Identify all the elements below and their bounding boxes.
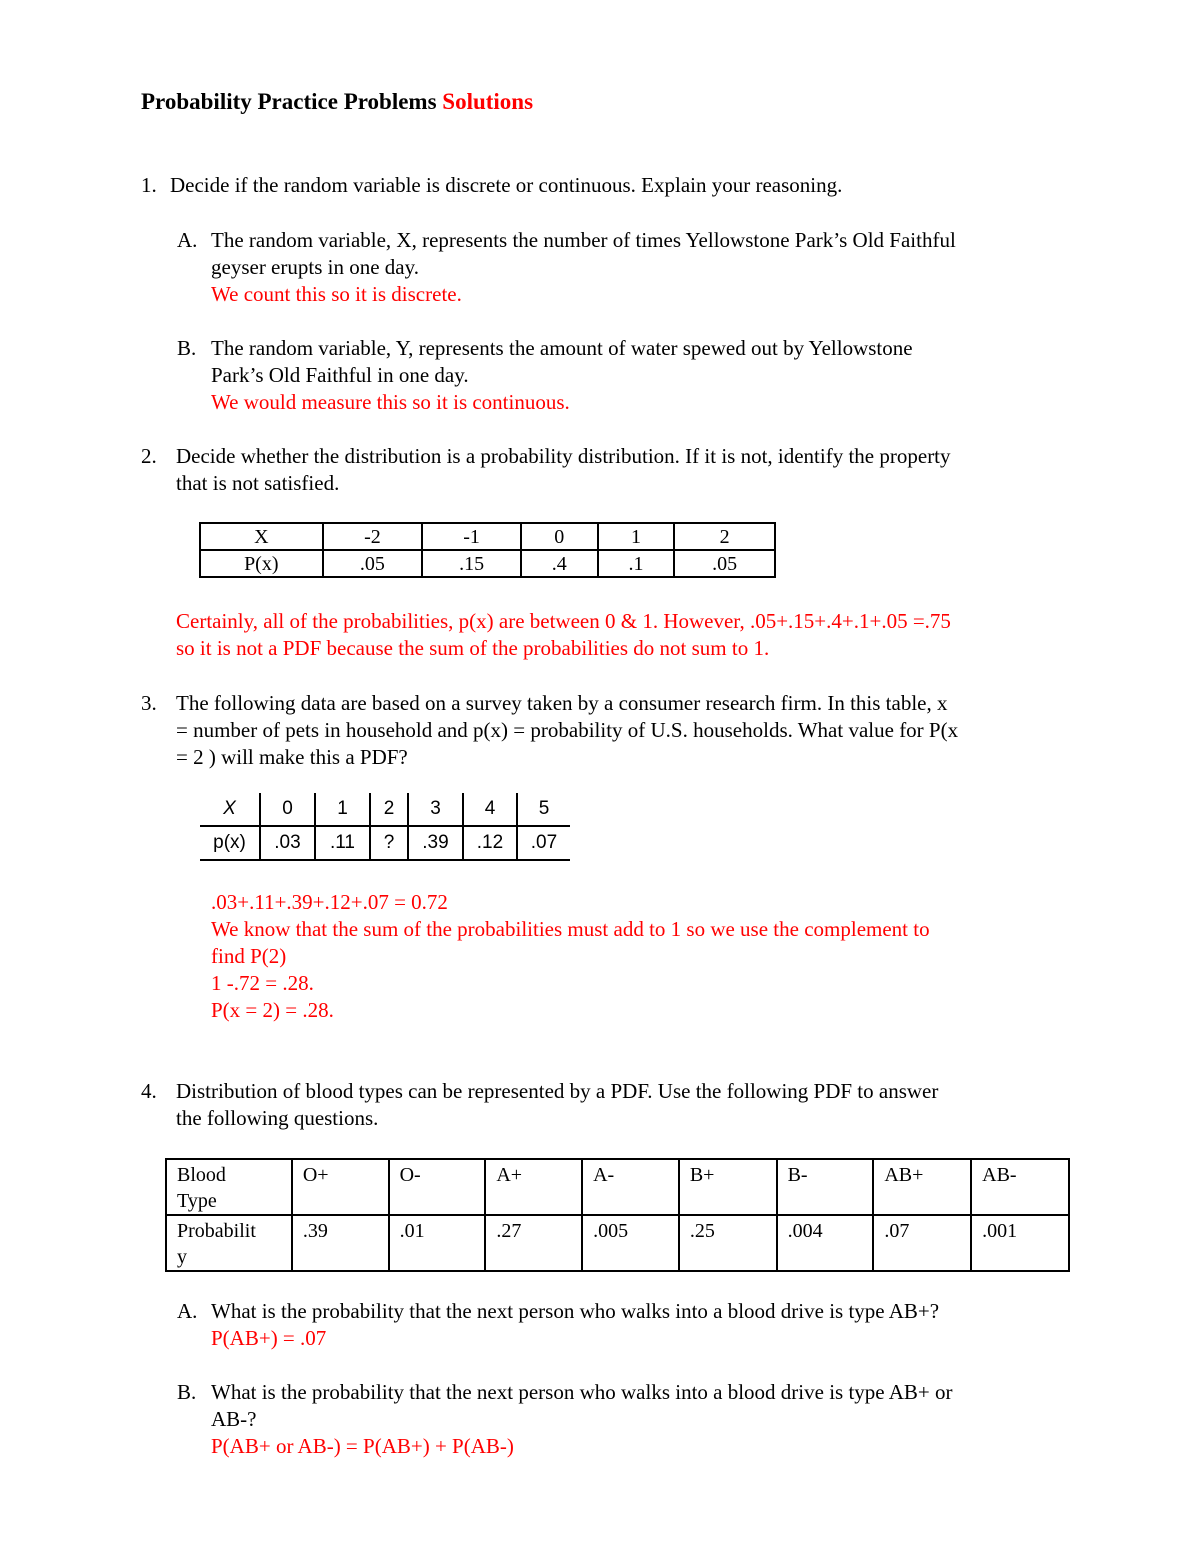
table-cell: P(x)	[200, 550, 323, 577]
q3-answer-line3: find P(2)	[211, 944, 287, 968]
table-row	[200, 550, 775, 577]
q3-answer-line5: P(x = 2) = .28.	[211, 998, 334, 1022]
q4-number: 4.	[141, 1079, 157, 1103]
q2-number: 2.	[141, 444, 157, 468]
q4a-text: What is the probability that the next person who walks into a blood drive is type AB+?	[211, 1299, 940, 1323]
table-header-row	[200, 793, 570, 826]
table-header-row	[200, 523, 775, 550]
q1a-line2: geyser erupts in one day.	[211, 255, 419, 279]
q1-number: 1.	[141, 173, 157, 197]
table-cell: -2	[323, 523, 423, 550]
table-cell: 1	[315, 793, 370, 826]
table-cell: A-	[582, 1159, 679, 1215]
table-cell: .005	[582, 1215, 679, 1271]
q3-line3: = 2 ) will make this a PDF?	[176, 745, 408, 769]
q3-number: 3.	[141, 691, 157, 715]
table-row	[166, 1215, 1069, 1271]
q3-answer-line2: We know that the sum of the probabilities must add to 1 so we use the complement to	[211, 917, 930, 941]
page-title	[141, 88, 533, 115]
title-solutions: Solutions	[442, 89, 534, 114]
cell-text: Type	[177, 1190, 217, 1212]
table-cell: A+	[485, 1159, 582, 1215]
table-cell: 2	[370, 793, 408, 826]
q3-pets-table	[200, 793, 570, 861]
table-cell: 2	[674, 523, 775, 550]
table-cell: ?	[370, 826, 408, 860]
table-row	[200, 826, 570, 860]
table-cell: O+	[292, 1159, 389, 1215]
table-cell: .07	[517, 826, 570, 860]
table-cell: .01	[389, 1215, 486, 1271]
q1b-label: B.	[177, 336, 197, 360]
table-cell: AB+	[873, 1159, 971, 1215]
table-cell: .11	[315, 826, 370, 860]
q4b-line1: What is the probability that the next person who walks into a blood drive is type AB+ or	[211, 1380, 953, 1404]
table-cell: X	[200, 793, 260, 826]
q3-answer-line4: 1 -.72 = .28.	[211, 971, 314, 995]
table-cell: .27	[485, 1215, 582, 1271]
q3-line2: = number of pets in household and p(x) = probability of U.S. households. What value for P(x	[176, 718, 959, 742]
table-header-row	[166, 1159, 1069, 1215]
q4b-label: B.	[177, 1380, 197, 1404]
table-cell: B-	[777, 1159, 874, 1215]
table-cell: .05	[674, 550, 775, 577]
table-cell: B+	[679, 1159, 777, 1215]
q2-line2: that is not satisfied.	[176, 471, 340, 495]
q3-answer-line1: .03+.11+.39+.12+.07 = 0.72	[211, 890, 448, 914]
table-cell: .25	[679, 1215, 777, 1271]
q3-line1: The following data are based on a survey taken by a consumer research firm. In this table, x	[176, 691, 948, 715]
q4-line2: the following questions.	[176, 1106, 379, 1130]
cell-text: y	[177, 1246, 187, 1268]
table-cell: .001	[971, 1215, 1069, 1271]
table-cell: .1	[598, 550, 675, 577]
table-cell: .05	[323, 550, 423, 577]
table-cell: .39	[292, 1215, 389, 1271]
q4a-label: A.	[177, 1299, 198, 1323]
table-cell: .39	[408, 826, 463, 860]
table-cell: .15	[422, 550, 521, 577]
q4b-answer: P(AB+ or AB-) = P(AB+) + P(AB-)	[211, 1434, 514, 1458]
table-cell: .03	[260, 826, 315, 860]
q2-answer-line2: so it is not a PDF because the sum of the probabilities do not sum to 1.	[176, 636, 770, 660]
table-cell	[166, 1215, 292, 1271]
table-cell: 1	[598, 523, 675, 550]
q1a-answer: We count this so it is discrete.	[211, 282, 462, 306]
q1a-line1: The random variable, X, represents the number of times Yellowstone Park’s Old Faithful	[211, 228, 956, 252]
table-cell: .07	[873, 1215, 971, 1271]
q4b-line2: AB-?	[211, 1407, 257, 1431]
q4-line1: Distribution of blood types can be represented by a PDF. Use the following PDF to answer	[176, 1079, 939, 1103]
table-cell: 3	[408, 793, 463, 826]
q1a-label: A.	[177, 228, 198, 252]
q2-line1: Decide whether the distribution is a probability distribution. If it is not, identify the property	[176, 444, 951, 468]
cell-text: Probabilit	[177, 1220, 256, 1242]
table-cell: 0	[260, 793, 315, 826]
q1b-answer: We would measure this so it is continuous.	[211, 390, 570, 414]
table-cell: .12	[463, 826, 517, 860]
q2-distribution-table	[199, 522, 776, 578]
table-cell: O-	[389, 1159, 486, 1215]
table-cell: -1	[422, 523, 521, 550]
table-cell: p(x)	[200, 826, 260, 860]
q1-text: Decide if the random variable is discrete or continuous. Explain your reasoning.	[170, 173, 843, 197]
q1b-line1: The random variable, Y, represents the amount of water spewed out by Yellowstone	[211, 336, 913, 360]
table-cell: AB-	[971, 1159, 1069, 1215]
table-cell	[166, 1159, 292, 1215]
cell-text: Blood	[177, 1164, 226, 1186]
q2-answer-line1: Certainly, all of the probabilities, p(x) are between 0 & 1. However, .05+.15+.4+.1+.05 =.75	[176, 609, 951, 633]
title-main: Probability Practice Problems	[141, 89, 437, 114]
table-cell: .004	[777, 1215, 874, 1271]
q4a-answer: P(AB+) = .07	[211, 1326, 327, 1350]
q1b-line2: Park’s Old Faithful in one day.	[211, 363, 469, 387]
table-cell: X	[200, 523, 323, 550]
table-cell: 4	[463, 793, 517, 826]
table-cell: .4	[521, 550, 598, 577]
table-cell: 5	[517, 793, 570, 826]
q4-blood-type-table	[165, 1158, 1070, 1272]
table-cell: 0	[521, 523, 598, 550]
